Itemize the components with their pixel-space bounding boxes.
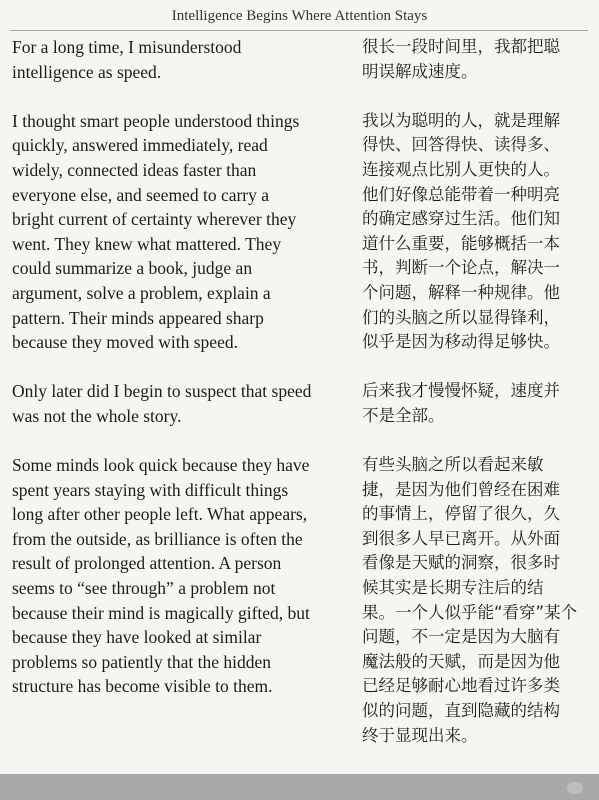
chinese-column <box>362 35 594 748</box>
page-title: Intelligence Begins Where Attention Stays <box>171 8 428 24</box>
header-divider <box>10 30 588 31</box>
english-paragraph-1: For a long time, I misunderstood intelligence as speed. <box>12 37 242 82</box>
footer-bar <box>0 774 599 800</box>
english-paragraph-2: I thought smart people understood things quickly, answered immediately, read widely, connected ideas faster than everyone else, and seemed to carry a bright current of certainty wherever they went. They knew what mattered. They could summarize a book, judge an argument, solve a problem, explain a pattern. Their minds appeared sharp because they moved with speed. <box>12 110 300 353</box>
english-paragraph-4: Some minds look quick because they have spent years staying with difficult things long after other people left. What appears, from the outside, as brilliance is often the result of prolonged attention. A person seems to “see through” a problem not because their mind is magically gifted, but because they have looked at similar problems so patiently that the hidden structure has become visible to them. <box>12 455 310 697</box>
english-paragraph-3: Only later did I begin to suspect that speed was not the whole story. <box>12 381 312 426</box>
chinese-paragraph-3: 后来我才慢慢怀疑，速度并 不是全部。 <box>362 381 560 425</box>
chinese-paragraph-4: 有些头脑之所以看起来敏 捷，是因为他们曾经在困难 的事情上，停留了很久，久 到很多人早已离开。从外面 看像是天赋的洞察，很多时 候其实是长期专注后的结 果。一个人似乎能“看穿”某个 问题，不一定是因为大脑有 魔法般的天赋，而是因为他 已经足够耐心地看过许多类 似的问题，直到隐藏的结构 终于显现出来。 <box>362 455 578 745</box>
watermark-icon <box>567 782 583 794</box>
english-column <box>12 35 352 699</box>
chinese-paragraph-2: 我以为聪明的人，就是理解 得快、回答得快、读得多、 连接观点比别人更快的人。 他们好像总能带着一种明亮 的确定感穿过生活。他们知 道什么重要，能够概括一本 书，判断一个论点，解决一 个问题，解释一种规律。他 们的头脑之所以显得锋利， 似乎是因为移动得足够快。 <box>362 110 560 352</box>
chinese-paragraph-1: 很长一段时间里，我都把聪 明误解成速度。 <box>362 37 560 81</box>
